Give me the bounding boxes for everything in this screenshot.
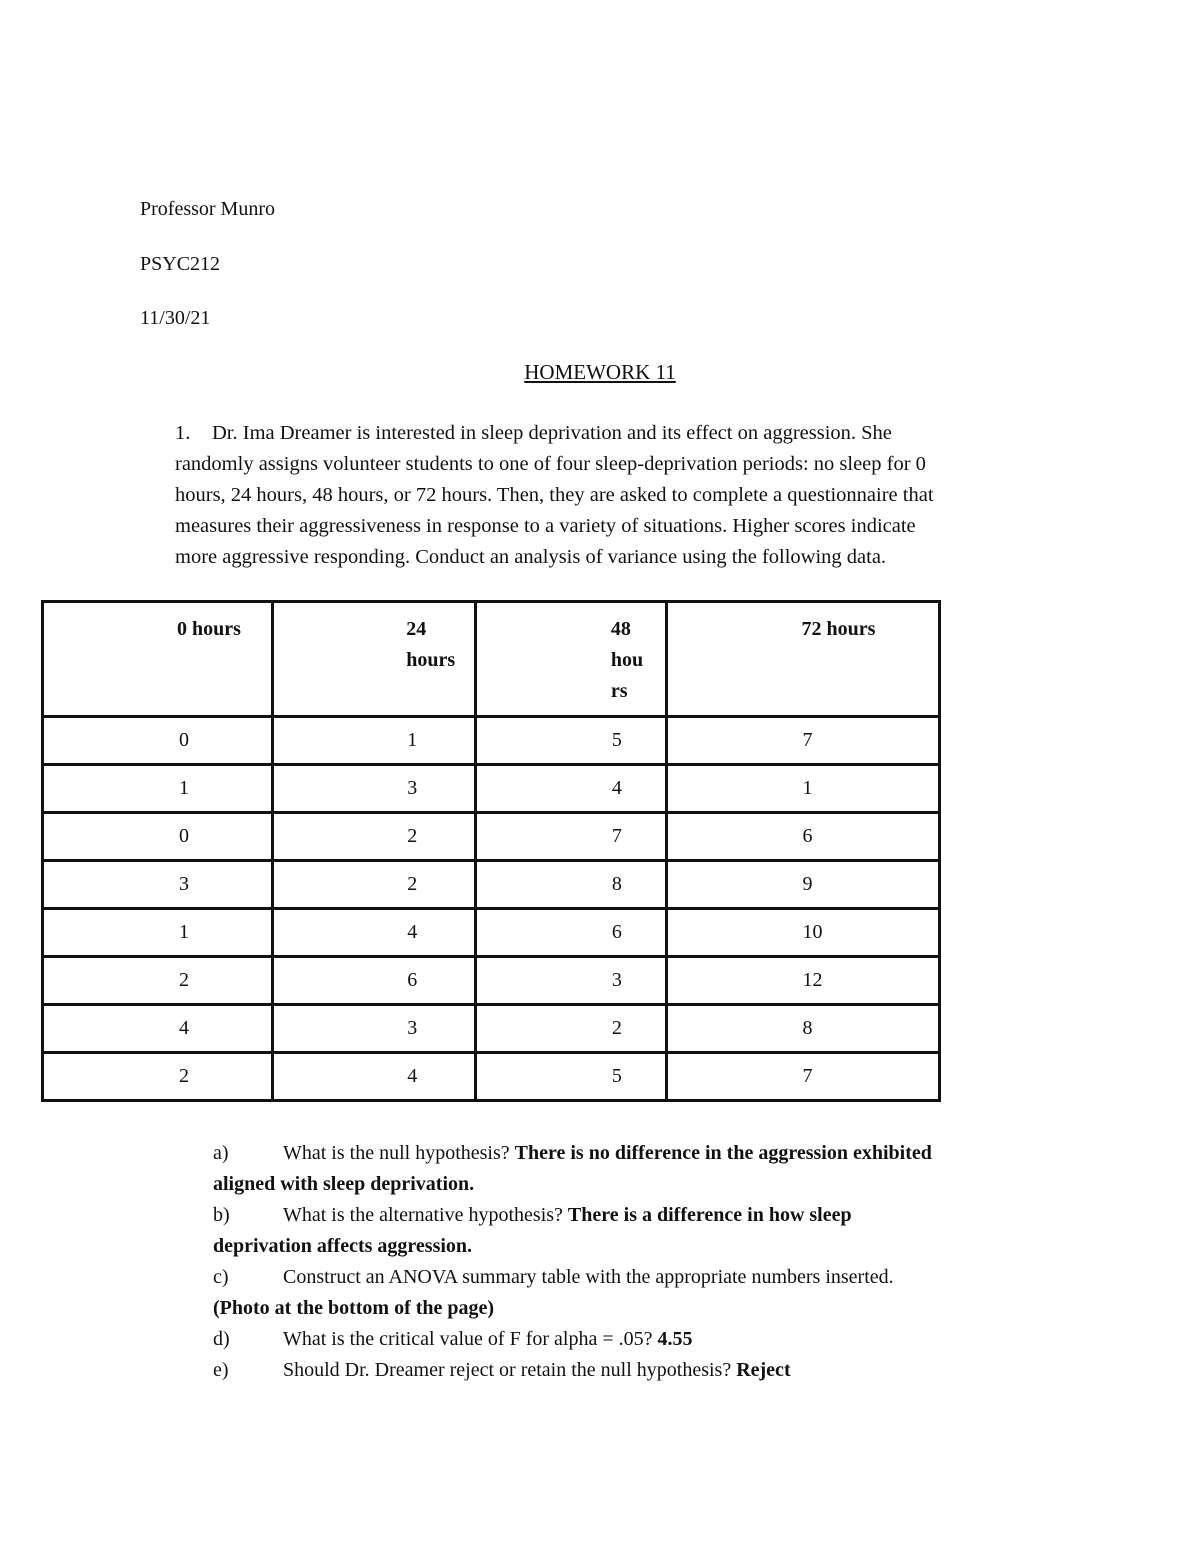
table-cell: 2	[407, 873, 418, 895]
question-number: 1.	[175, 422, 191, 444]
question-line-5: more aggressive responding. Conduct an analysis of variance using the following data.	[175, 546, 887, 568]
answer-e: Reject	[736, 1359, 791, 1381]
answer-a: There is no difference in the aggression exhibited	[514, 1142, 932, 1164]
question-line-4: measures their aggressiveness in response to a variety of situations. Higher scores indicate	[175, 515, 916, 537]
sub-questions	[213, 1138, 1083, 1386]
table-cell: 10	[802, 921, 823, 943]
answer-b-continued: deprivation affects aggression.	[213, 1235, 473, 1257]
sub-question-a: a) What is the null hypothesis? There is no difference in the aggression exhibited	[213, 1142, 932, 1164]
question-line-2: randomly assigns volunteer students to one of four sleep-deprivation periods: no sleep for 0	[175, 453, 926, 475]
answer-c: (Photo at the bottom of the page)	[213, 1297, 495, 1319]
table-header-row	[43, 602, 940, 717]
table-cell: 4	[179, 1017, 189, 1039]
table-row	[43, 1053, 940, 1101]
table-cell: 2	[179, 969, 189, 991]
date: 11/30/21	[140, 307, 211, 329]
table-cell: 3	[407, 1017, 418, 1039]
table-cell: 6	[611, 921, 622, 943]
table-cell: 3	[407, 777, 418, 799]
question-line-1: 1. Dr. Ima Dreamer is interested in sleep deprivation and its effect on aggression. She	[175, 418, 1065, 449]
table-row	[43, 957, 940, 1005]
table-row	[43, 909, 940, 957]
table-cell: 6	[407, 969, 418, 991]
table-cell: 4	[407, 1065, 418, 1087]
question-1	[175, 418, 1065, 573]
table-cell: 0	[179, 825, 189, 847]
table-row	[43, 1005, 940, 1053]
table-cell: 3	[179, 873, 189, 895]
table-cell: 9	[802, 873, 813, 895]
course-code: PSYC212	[140, 253, 221, 275]
table-cell: 5	[611, 729, 622, 751]
answer-b: There is a difference in how sleep	[567, 1204, 852, 1226]
table-row	[43, 765, 940, 813]
sub-question-b: b) What is the alternative hypothesis? There is a difference in how sleep	[213, 1204, 852, 1226]
table-row	[43, 861, 940, 909]
table-cell: 5	[611, 1065, 622, 1087]
professor-name: Professor Munro	[140, 198, 275, 220]
table-cell: 7	[802, 1065, 813, 1087]
table-cell: 8	[611, 873, 622, 895]
table-row	[43, 813, 940, 861]
table-cell: 2	[407, 825, 418, 847]
table-cell: 0	[179, 729, 189, 751]
header-0-hours: 0 hours	[43, 602, 273, 717]
table-cell: 1	[802, 777, 813, 799]
sub-question-c: c) Construct an ANOVA summary table with the appropriate numbers inserted.	[213, 1266, 894, 1288]
answer-a-continued: aligned with sleep deprivation.	[213, 1173, 475, 1195]
table-cell: 7	[802, 729, 813, 751]
table-cell: 1	[407, 729, 418, 751]
table-cell: 12	[802, 969, 823, 991]
header-72-hours: 72 hours	[666, 602, 940, 717]
table-cell: 2	[611, 1017, 622, 1039]
table-cell: 1	[179, 921, 189, 943]
table-cell: 8	[802, 1017, 813, 1039]
sub-question-e: e) Should Dr. Dreamer reject or retain the null hypothesis? Reject	[213, 1359, 791, 1381]
sub-question-d: d) What is the critical value of F for alpha = .05? 4.55	[213, 1328, 693, 1350]
header-48-hours: 48 hou rs	[475, 602, 666, 717]
header-24-hours: 24 hours	[273, 602, 476, 717]
question-line-3: hours, 24 hours, 48 hours, or 72 hours. Then, they are asked to complete a questionnaire that	[175, 484, 934, 506]
table-cell: 3	[611, 969, 622, 991]
table-cell: 7	[611, 825, 622, 847]
answer-d: 4.55	[657, 1328, 693, 1350]
table-cell: 2	[179, 1065, 189, 1087]
table-cell: 6	[802, 825, 813, 847]
table-cell: 1	[179, 777, 189, 799]
page-title: HOMEWORK 11	[524, 360, 676, 384]
table-cell: 4	[407, 921, 418, 943]
table-row	[43, 717, 940, 765]
table-cell: 4	[611, 777, 622, 799]
data-table	[41, 600, 941, 1102]
